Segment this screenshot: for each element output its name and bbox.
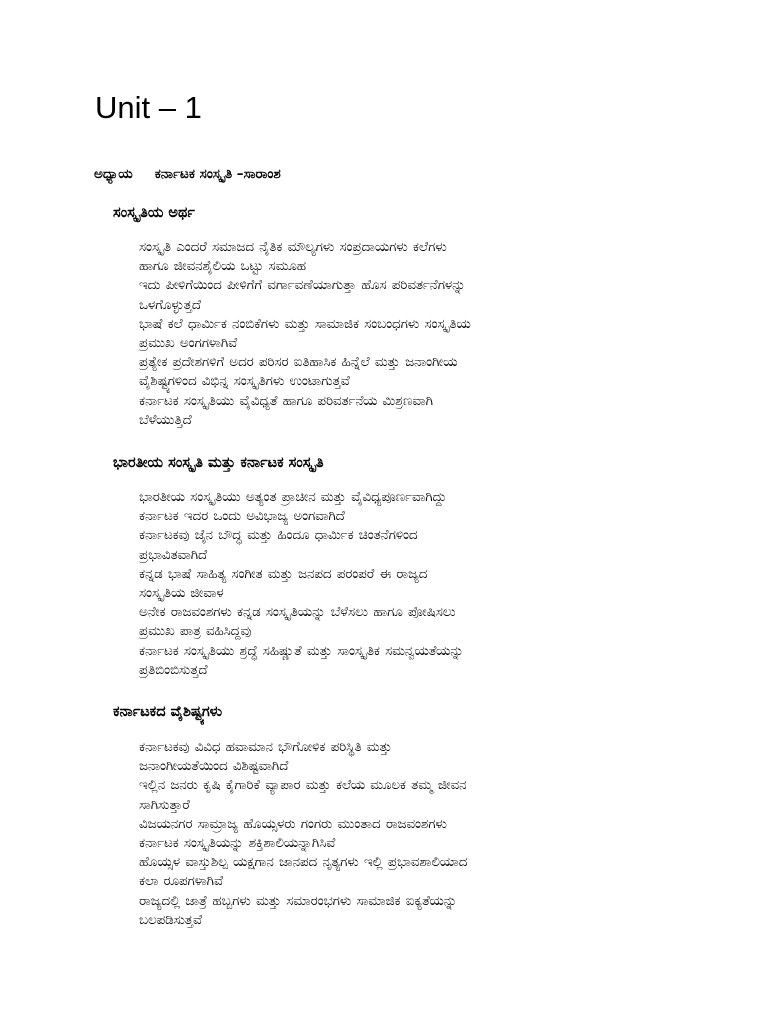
- section-heading-indian-karnataka-culture: ಭಾರತೀಯ ಸಂಸ್ಕೃತಿ ಮತ್ತು ಕರ್ನಾಟಕ ಸಂಸ್ಕೃತಿ: [113, 455, 324, 471]
- section-heading-meaning: ಸಂಸ್ಕೃತಿಯ ಅರ್ಥ: [113, 205, 195, 221]
- text-line: ಅನೇಕ ರಾಜವಂಶಗಳು ಕನ್ನಡ ಸಂಸ್ಕೃತಿಯನ್ನು ಬೆಳೆಸಲು ಹಾಗೂ ಪೋಷಿಸಲು: [139, 605, 456, 621]
- text-line: ಬೆಳೆಯುತ್ತಿದೆ: [139, 412, 192, 428]
- text-line: ಪ್ರತಿಬಿಂಬಿಸುತ್ತದೆ: [139, 662, 208, 678]
- text-line: ಕಲಾ ರೂಪಗಳಾಗಿವೆ: [139, 874, 224, 890]
- text-line: ಸಂಸ್ಕೃತಿಯ ಜೀವಾಳ: [139, 586, 224, 602]
- section-heading-karnataka-features: ಕರ್ನಾಟಕದ ವೈಶಿಷ್ಟ್ಯಗಳು: [113, 704, 223, 720]
- section-body-indian-karnataka-culture: [139, 488, 699, 680]
- text-line: ವಿಜಯನಗರ ಸಾಮ್ರಾಜ್ಯ ಹೊಯ್ಸಳರು ಗಂಗರು ಮುಂತಾದ ರಾಜವಂಶಗಳು: [139, 816, 447, 832]
- text-line: ಭಾರತೀಯ ಸಂಸ್ಕೃತಿಯು ಅತ್ಯಂತ ಪ್ರಾಚೀನ ಮತ್ತು ವೈವಿಧ್ಯಪೂರ್ಣವಾಗಿದ್ದು: [139, 490, 447, 505]
- text-line: ಇದು ಪೀಳಿಗೆಯಿಂದ ಪೀಳಿಗೆಗೆ ವರ್ಗಾವಣೆಯಾಗುತ್ತಾ ಹೊಸ ಪರಿವರ್ತನೆಗಳನ್ನು: [139, 278, 466, 294]
- unit-title: Unit – 1: [95, 90, 202, 125]
- section-body-karnataka-features: [139, 738, 699, 930]
- text-line: ಕರ್ನಾಟಕವು ವಿವಿಧ ಹವಾಮಾನ ಭೌಗೋಳಿಕ ಪರಿಸ್ಥಿತಿ ಮತ್ತು: [139, 740, 392, 755]
- text-line: ಕನ್ನಡ ಭಾಷೆ ಸಾಹಿತ್ಯ ಸಂಗೀತ ಮತ್ತು ಜನಪದ ಪರಂಪರೆ ಈ ರಾಜ್ಯದ: [139, 566, 428, 582]
- text-line: ಹೊಯ್ಸಳ ವಾಸ್ತುಶಿಲ್ಪ ಯಕ್ಷಗಾನ ಜಾನಪದ ನೃತ್ಯಗಳು ಇಲ್ಲಿ ಪ್ರಭಾವಶಾಲಿಯಾದ: [139, 855, 468, 871]
- text-line: ಸಂಸ್ಕೃತಿ ಎಂದರೆ ಸಮಾಜದ ನೈತಿಕ ಮೌಲ್ಯಗಳು ಸಂಪ್ರದಾಯಗಳು ಕಲೆಗಳು: [139, 240, 447, 255]
- text-line: ಹಾಗೂ ಜೀವನಶೈಲಿಯ ಒಟ್ಟು ಸಮೂಹ: [139, 259, 306, 275]
- text-line: ಪ್ರತ್ಯೇಕ ಪ್ರದೇಶಗಳಿಗೆ ಅದರ ಪರಿಸರ ಐತಿಹಾಸಿಕ ಹಿನ್ನೆಲೆ ಮತ್ತು ಜನಾಂಗೀಯ: [139, 355, 458, 371]
- text-line: ಪ್ರಮುಖ ಪಾತ್ರ ವಹಿಸಿದ್ದವು: [139, 624, 252, 640]
- chapter-label: ಅಧ್ಯಾಯ: [94, 166, 133, 182]
- text-line: ವೈಶಿಷ್ಟ್ಯಗಳಿಂದ ವಿಭಿನ್ನ ಸಂಸ್ಕೃತಿಗಳು ಉಂಟಾಗುತ್ತವೆ: [139, 374, 350, 390]
- text-line: ಜನಾಂಗೀಯತೆಯಿಂದ ವಿಶಿಷ್ಟವಾಗಿದೆ: [139, 759, 289, 775]
- chapter-line: [94, 163, 281, 185]
- text-line: ಇಲ್ಲಿನ ಜನರು ಕೃಷಿ ಕೈಗಾರಿಕೆ ವ್ಯಾಪಾರ ಮತ್ತು ಕಲೆಯ ಮೂಲಕ ತಮ್ಮ ಜೀವನ: [139, 778, 467, 794]
- text-line: ಬಲಪಡಿಸುತ್ತವೆ: [139, 912, 203, 928]
- text-line: ರಾಜ್ಯದಲ್ಲಿ ಜಾತ್ರೆ ಹಬ್ಬಗಳು ಮತ್ತು ಸಮಾರಂಭಗಳು ಸಾಮಾಜಿಕ ಐಕ್ಯತೆಯನ್ನು: [139, 893, 457, 909]
- text-line: ಕರ್ನಾಟಕವು ಜೈನ ಬೌದ್ಧ ಮತ್ತು ಹಿಂದೂ ಧಾರ್ಮಿಕ ಚಿಂತನೆಗಳಿಂದ: [139, 528, 418, 544]
- text-line: ಭಾಷೆ ಕಲೆ ಧಾರ್ಮಿಕ ನಂಬಿಕೆಗಳು ಮತ್ತು ಸಾಮಾಜಿಕ ಸಂಬಂಧಗಳು ಸಂಸ್ಕೃತಿಯ: [139, 316, 471, 332]
- text-line: ಕರ್ನಾಟಕ ಇದರ ಒಂದು ಅವಿಭಾಜ್ಯ ಅಂಗವಾಗಿದೆ: [139, 509, 345, 525]
- text-line: ಕರ್ನಾಟಕ ಸಂಸ್ಕೃತಿಯು ವೈವಿಧ್ಯತೆ ಹಾಗೂ ಪರಿವರ್ತನೆಯ ಮಿಶ್ರಣವಾಗಿ: [139, 393, 433, 409]
- text-line: ಕರ್ನಾಟಕ ಸಂಸ್ಕೃತಿಯನ್ನು ಶಕ್ತಿಶಾಲಿಯನ್ನಾಗಿಸಿವೆ: [139, 836, 336, 852]
- chapter-title: ಕರ್ನಾಟಕ ಸಂಸ್ಕೃತಿ –ಸಾರಾಂಶ: [154, 166, 281, 182]
- section-body-meaning: [139, 238, 699, 430]
- text-line: ಒಳಗೊಳ್ಳುತ್ತದೆ: [139, 297, 201, 313]
- text-line: ಪ್ರಭಾವಿತವಾಗಿದೆ: [139, 547, 208, 563]
- text-line: ಸಾಗಿಸುತ್ತಾರೆ: [139, 797, 190, 813]
- text-line: ಕರ್ನಾಟಕ ಸಂಸ್ಕೃತಿಯು ಶ್ರದ್ಧೆ ಸಹಿಷ್ಣುತೆ ಮತ್ತು ಸಾಂಸ್ಕೃತಿಕ ಸಮನ್ವಯತೆಯನ್ನು: [139, 643, 464, 659]
- text-line: ಪ್ರಮುಖ ಅಂಗಗಳಾಗಿವೆ: [139, 336, 238, 352]
